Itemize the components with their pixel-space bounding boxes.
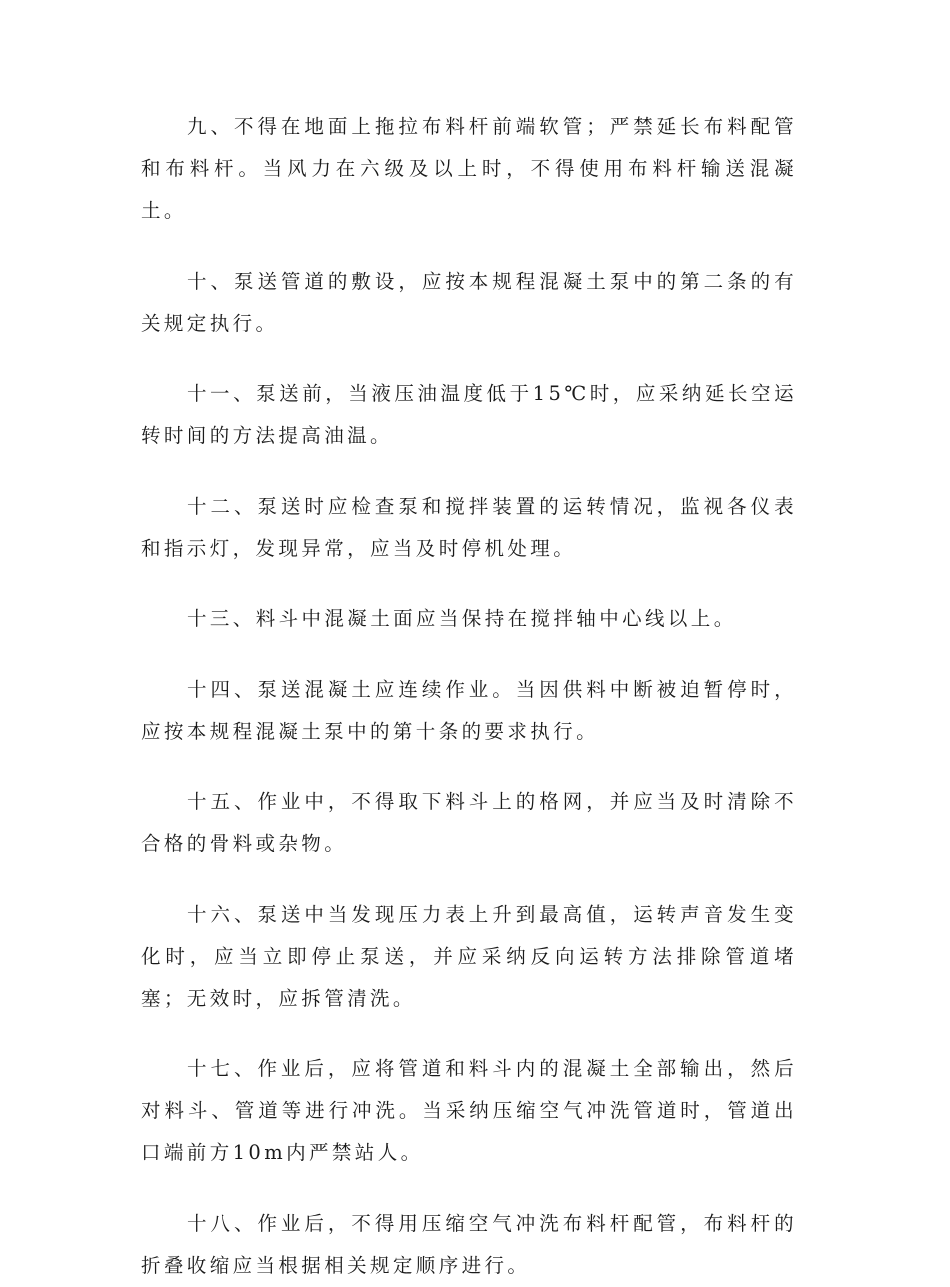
paragraph-9: 九、不得在地面上拖拉布料杆前端软管；严禁延长布料配管和布料杆。当风力在六级及以上时，不得使用布料杆输送混凝土。 xyxy=(141,115,797,222)
paragraph-18: 十八、作业后，不得用压缩空气冲洗布料杆配管，布料杆的折叠收缩应当根据相关规定顺序进行。 xyxy=(141,1211,797,1277)
paragraph-11: 十一、泵送前，当液压油温度低于15℃时，应采纳延长空运转时间的方法提高油温。 xyxy=(141,382,797,447)
paragraph-17: 十七、作业后，应将管道和料斗内的混凝土全部输出，然后对料斗、管道等进行冲洗。当采纳压缩空气冲洗管道时，管道出口端前方10m内严禁站人。 xyxy=(141,1057,797,1164)
paragraph-13: 十三、料斗中混凝土面应当保持在搅拌轴中心线以上。 xyxy=(187,607,737,630)
paragraph-12: 十二、泵送时应检查泵和搅拌装置的运转情况，监视各仪表和指示灯，发现异常，应当及时停机处理。 xyxy=(141,494,797,560)
paragraph-15: 十五、作业中，不得取下料斗上的格网，并应当及时清除不合格的骨料或杂物。 xyxy=(141,790,797,855)
paragraph-10: 十、泵送管道的敷设，应按本规程混凝土泵中的第二条的有关规定执行。 xyxy=(141,269,797,335)
document-body xyxy=(141,106,797,1287)
paragraph-14: 十四、泵送混凝土应连续作业。当因供料中断被迫暂停时，应按本规程混凝土泵中的第十条的要求执行。 xyxy=(141,677,797,743)
paragraph-16: 十六、泵送中当发现压力表上升到最高值，运转声音发生变化时，应当立即停止泵送，并应采纳反向运转方法排除管道堵塞；无效时，应拆管清洗。 xyxy=(141,902,797,1010)
